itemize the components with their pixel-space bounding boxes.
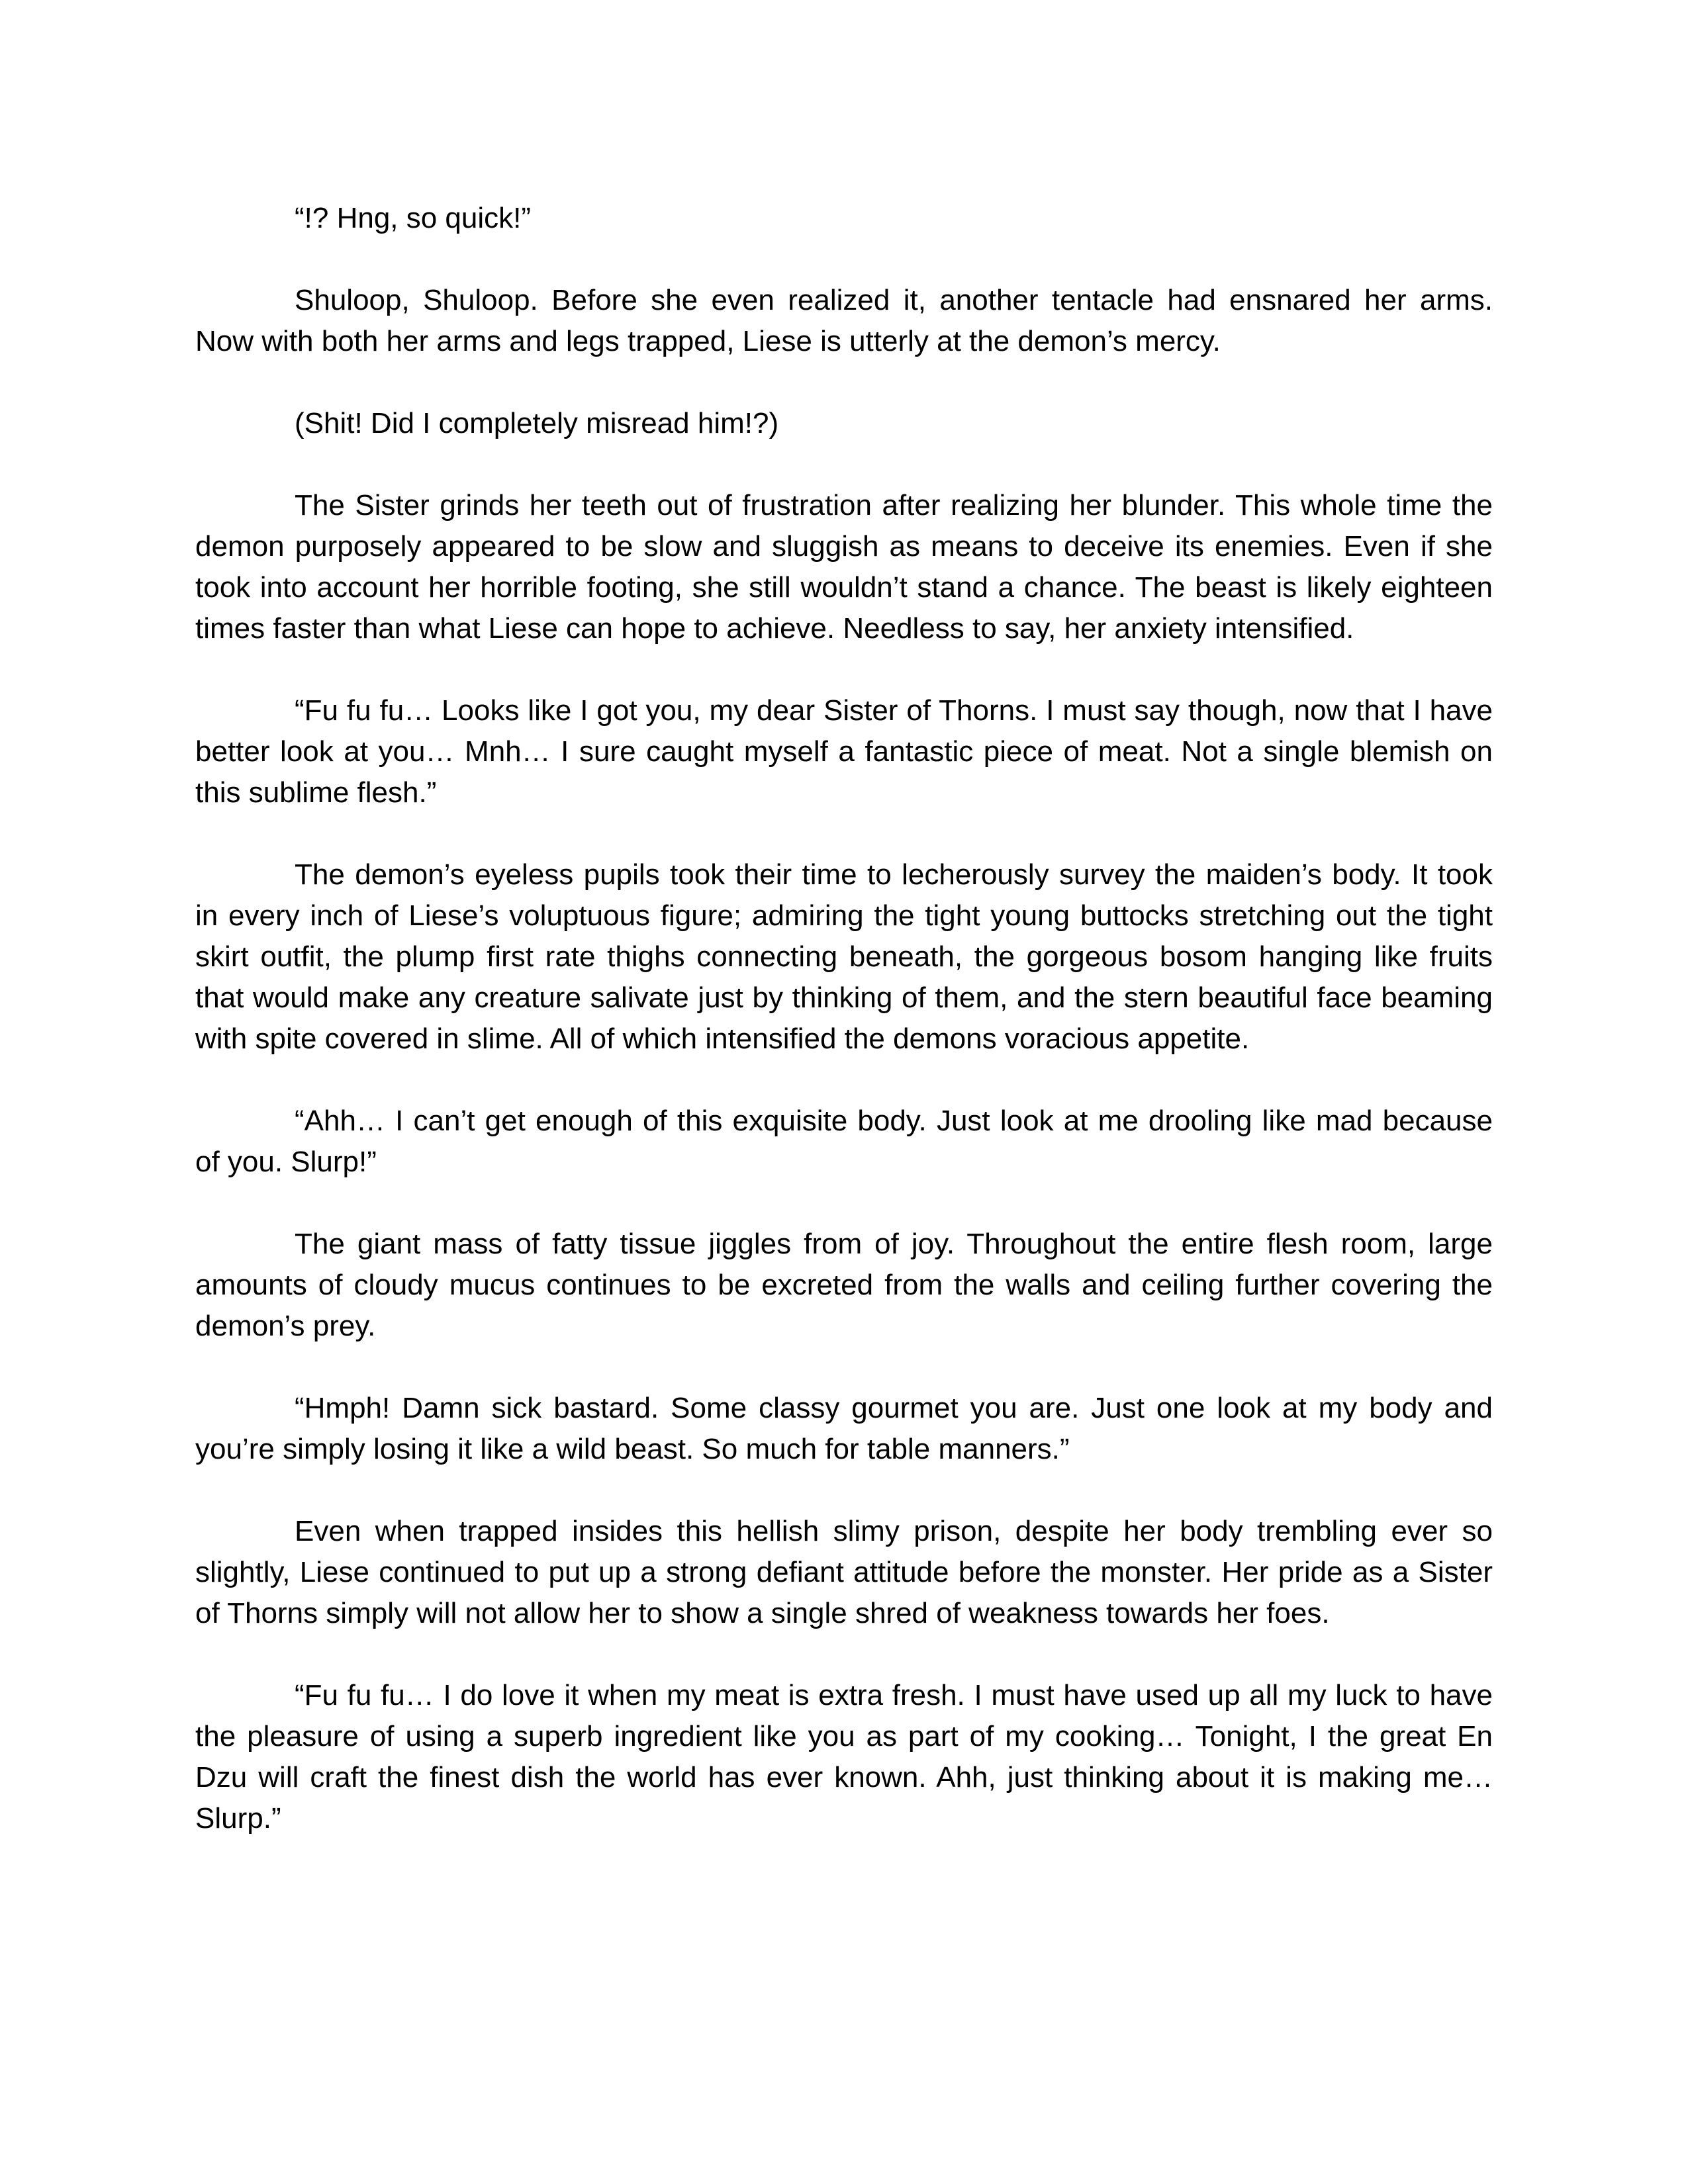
paragraph: (Shit! Did I completely misread him!?) (295, 407, 779, 439)
paragraph: “!? Hng, so quick!” (295, 202, 532, 234)
paragraph: The Sister grinds her teeth out of frustration after realizing her blunder. This whole time the demon purposely appeared to be slow and sluggish as means to deceive its enemies. Even if she took into account her horrible footing, she still wouldn’t stand a chance. The beast is likely eighteen times faster than what Liese can hope to achieve. Needless to say, her anxiety intensified. (195, 489, 1493, 645)
paragraph: The giant mass of fatty tissue jiggles from of joy. Throughout the entire flesh room, large amounts of cloudy mucus continues to be excreted from the walls and ceiling further covering the demon’s prey. (195, 1228, 1493, 1342)
paragraph: Shuloop, Shuloop. Before she even realized it, another tentacle had ensnared her arms. Now with both her arms and legs trapped, Liese is utterly at the demon’s mercy. (195, 284, 1493, 357)
paragraph: Even when trapped insides this hellish slimy prison, despite her body trembling ever so slightly, Liese continued to put up a strong defiant attitude before the monster. Her pride as a Sister of Thorns simply will not allow her to show a single shred of weakness towards her foes. (195, 1515, 1493, 1629)
paragraph: “Fu fu fu… I do love it when my meat is extra fresh. I must have used up all my luck to have the pleasure of using a superb ingredient like you as part of my cooking… Tonight, I the great En Dzu will craft the finest dish the world has ever known. Ahh, just thinking about it is making me… Slurp.” (195, 1679, 1493, 1835)
paragraph: “Fu fu fu… Looks like I got you, my dear Sister of Thorns. I must say though, now that I have better look at you… Mnh… I sure caught myself a fantastic piece of meat. Not a single blemish on this sublime flesh.” (195, 694, 1493, 809)
paragraph: “Hmph! Damn sick bastard. Some classy gourmet you are. Just one look at my body and you’re simply losing it like a wild beast. So much for table manners.” (195, 1392, 1493, 1465)
paragraph: “Ahh… I can’t get enough of this exquisite body. Just look at me drooling like mad because of you. Slurp!” (195, 1105, 1493, 1178)
paragraph: The demon’s eyeless pupils took their time to lecherously survey the maiden’s body. It took in every inch of Liese’s voluptuous figure; admiring the tight young buttocks stretching out the tight skirt outfit, the plump first rate thighs connecting beneath, the gorgeous bosom hanging like fruits that would make any creature salivate just by thinking of them, and the stern beautiful face beaming with spite covered in slime. All of which intensified the demons voracious appetite. (195, 858, 1493, 1055)
